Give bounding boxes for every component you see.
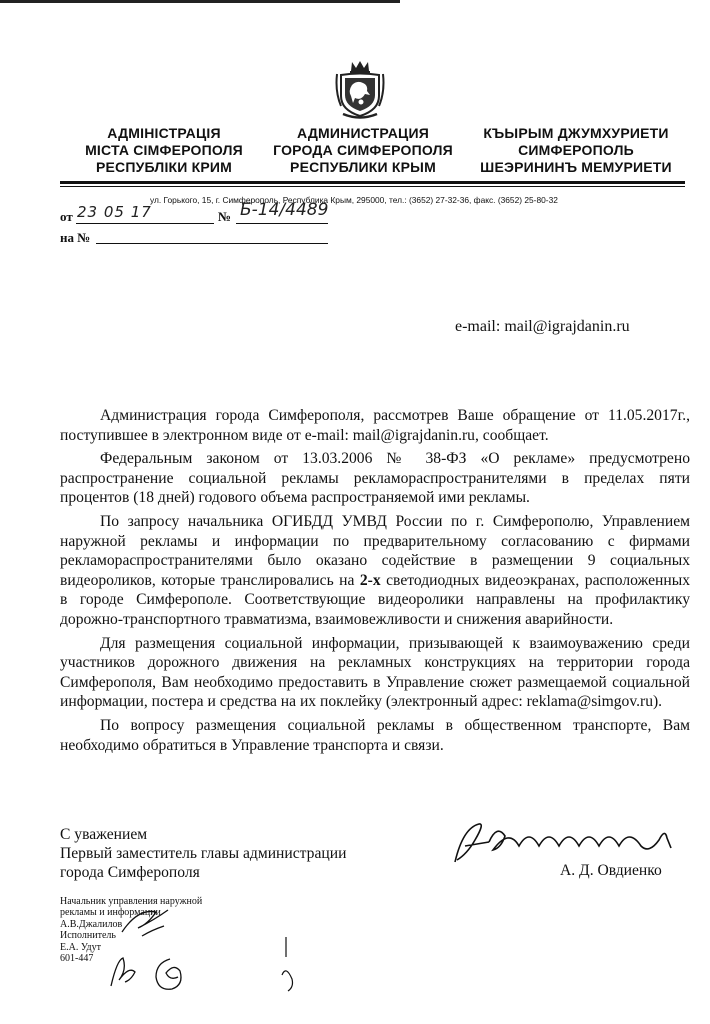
header-ru-line: РЕСПУБЛИКИ КРЫМ bbox=[290, 159, 436, 175]
paragraph-text: По запросу начальника ОГИБДД УМВД России по г. Симферополю, Управлением наружной рекламы и информации по предварительному согласованию с фирмами рекламораспространителями было оказано содействие в размещении 9 социальных видеороликов, которые транслировались на bbox=[60, 512, 690, 589]
paragraph: Для размещения социальной информации, призывающей к взаимоуважению среди участников дорожного движения на рекламных конструкциях на территории города Симферополя, Вам необходимо предоставить в Управление сюжет размещаемой социальной информации, постера и средства на их поклейку (электронный адрес: reklama@simgov.ru). bbox=[60, 634, 690, 711]
header-rule-thick bbox=[60, 181, 685, 184]
signature-scribble bbox=[445, 818, 685, 868]
signer-name: А. Д. Овдиенко bbox=[560, 862, 662, 879]
footer-line: Е.А. Удут bbox=[60, 941, 101, 953]
approval-scribble bbox=[118, 902, 178, 942]
header-crh-line: КЪЫРЫМ ДЖУМХУРИЕТИ bbox=[483, 125, 669, 141]
initials-scribble bbox=[150, 955, 190, 995]
header-ua bbox=[64, 125, 264, 176]
date-underline bbox=[76, 223, 214, 224]
number-value: Б-14/4489 bbox=[240, 200, 329, 220]
signoff-line: города Симферополя bbox=[60, 864, 200, 881]
header-rule-thin bbox=[60, 186, 685, 187]
initials-scribble bbox=[105, 950, 145, 990]
signoff-line: С уважением bbox=[60, 826, 148, 843]
letter-body bbox=[60, 406, 690, 755]
number-label: № bbox=[218, 209, 232, 224]
to-underline bbox=[96, 243, 328, 244]
header-ru-line: АДМИНИСТРАЦИЯ bbox=[297, 125, 429, 141]
signoff-block bbox=[60, 825, 346, 882]
header-crh-line: ШЕЭРИНИНЪ МЕМУРИЕТИ bbox=[480, 159, 672, 175]
footer-line: 601-447 bbox=[60, 953, 94, 965]
paragraph: По вопросу размещения социальной рекламы в общественном транспорте, Вам необходимо обратиться в Управление транспорта и связи. bbox=[60, 716, 690, 754]
paragraph-text: светодиодных видеоэкранах, расположенных в городе Симферополе. Соответствующие видеоролики направлены на профилактику дорожно-транспортного травматизма, взаимовежливости и снижения аварийности. bbox=[60, 571, 691, 628]
date-value: 23 05 17 bbox=[77, 203, 152, 221]
header-ua-line: АДМІНІСТРАЦІЯ bbox=[107, 125, 221, 141]
crimea-coat-of-arms-icon bbox=[335, 58, 385, 120]
header-ru-line: ГОРОДА СИМФЕРОПОЛЯ bbox=[273, 142, 453, 158]
email-line: e-mail: mail@igrajdanin.ru bbox=[455, 318, 630, 335]
number-underline bbox=[236, 223, 328, 224]
paragraph-bold: 2-х bbox=[359, 571, 381, 589]
footer-line: Начальник управления наружной bbox=[60, 896, 203, 907]
header-crh-line: СИМФЕРОПОЛЬ bbox=[518, 142, 634, 158]
header-ua-line: МІСТА СІМФЕРОПОЛЯ bbox=[85, 142, 243, 158]
paragraph bbox=[60, 512, 690, 630]
paragraph: Администрация города Симферополя, рассмотрев Ваше обращение от 11.05.2017г., поступившее в электронном виде от e-mail: mail@igrajdanin.ru, сообщает. bbox=[60, 407, 690, 444]
top-edge-line bbox=[0, 0, 400, 3]
header-crh bbox=[476, 125, 676, 176]
header-ua-line: РЕСПУБЛІКИ КРИМ bbox=[95, 159, 233, 175]
from-label: от bbox=[60, 209, 73, 224]
to-label: на № bbox=[60, 230, 91, 245]
footer-line: рекламы и информации bbox=[60, 907, 161, 919]
signoff-line: Первый заместитель главы администрации bbox=[60, 845, 347, 862]
address-line: ул. Горького, 15, г. Симферополь, Республика Крым, 295000, тел.: (3652) 27-32-36, факс. (3652) 25-80-32 bbox=[150, 195, 558, 205]
footer-line: А.В.Джалилов bbox=[60, 918, 123, 930]
scan-mark bbox=[272, 935, 302, 995]
footer-line: Исполнитель bbox=[60, 930, 116, 942]
paragraph: Федеральным законом от 13.03.2006 № 38-ФЗ «О рекламе» предусмотрено распространение социальной рекламы рекламораспространителями в пределах пяти процентов (18 дней) годового объема распространяемой ими рекламы. bbox=[60, 450, 690, 507]
header-ru bbox=[263, 125, 463, 176]
